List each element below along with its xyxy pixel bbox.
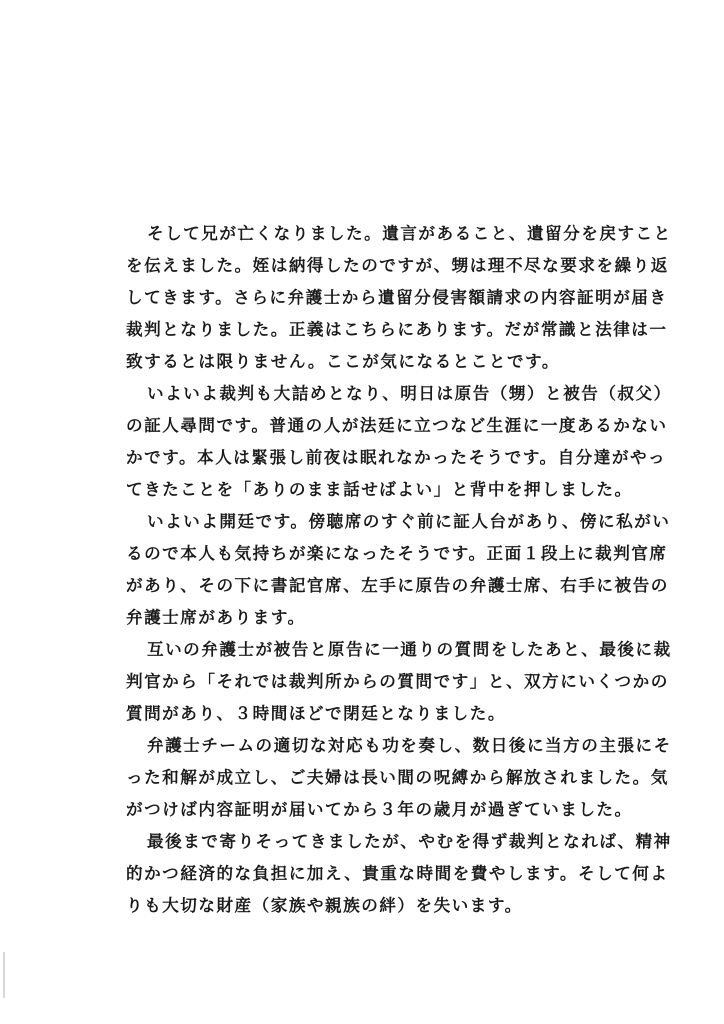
text-line: った和解が成立し、ご夫婦は長い間の呪縛から解放されました。気 <box>126 768 669 787</box>
text-line: 弁護士席があります。 <box>126 608 306 627</box>
text-line: 互いの弁護士が被告と原告に一通りの質問をしたあと、最後に裁 <box>147 640 672 659</box>
text-line: りも大切な財産（家族や親族の絆）を失います。 <box>126 896 523 915</box>
text-line: してきます。さらに弁護士から遺留分侵害額請求の内容証明が届き <box>126 288 668 307</box>
text-line: いよいよ裁判も大詰めとなり、明日は原告（甥）と被告（叔父） <box>147 384 672 403</box>
text-line: 致するとは限りません。ここが気になるとことです。 <box>126 352 560 371</box>
text-line: 最後まで寄りそってきましたが、やむを得ず裁判となれば、精神 <box>147 832 672 851</box>
text-line: 的かつ経済的な負担に加え、貴重な時間を費やします。そして何よ <box>126 864 669 883</box>
text-line: るので本人も気持ちが楽になったそうです。正面１段上に裁判官席 <box>126 544 668 563</box>
text-line: 質問があり、３時間ほどで閉廷となりました。 <box>126 704 506 723</box>
text-line: を伝えました。姪は納得したのですが、甥は理不尽な要求を繰り返 <box>126 256 669 275</box>
text-line: があり、その下に書記官席、左手に原告の弁護士席、右手に被告の <box>126 576 669 595</box>
text-line: 弁護士チームの適切な対応も功を奏し、数日後に当方の主張にそ <box>147 736 672 755</box>
body-text <box>126 218 672 922</box>
text-line: そして兄が亡くなりました。遺言があること、遺留分を戻すこと <box>147 224 672 243</box>
text-line: 判官から「それでは裁判所からの質問です」と、双方にいくつかの <box>126 672 669 691</box>
text-line: かです。本人は緊張し前夜は眠れなかったそうです。自分達がやっ <box>126 448 667 467</box>
text-line: いよいよ開廷です。傍聴席のすぐ前に証人台があり、傍に私がい <box>147 512 671 531</box>
scan-edge-mark <box>3 952 5 998</box>
text-line: 裁判となりました。正義はこちらにあります。だが常識と法律は一 <box>126 320 668 339</box>
text-line: の証人尋問です。普通の人が法廷に立つなど生涯に一度あるかない <box>126 416 668 435</box>
text-line: てきたことを「ありのまま話せばよい」と背中を押しました。 <box>126 480 633 499</box>
text-line: がつけば内容証明が届いてから３年の歳月が過ぎていました。 <box>126 800 633 819</box>
